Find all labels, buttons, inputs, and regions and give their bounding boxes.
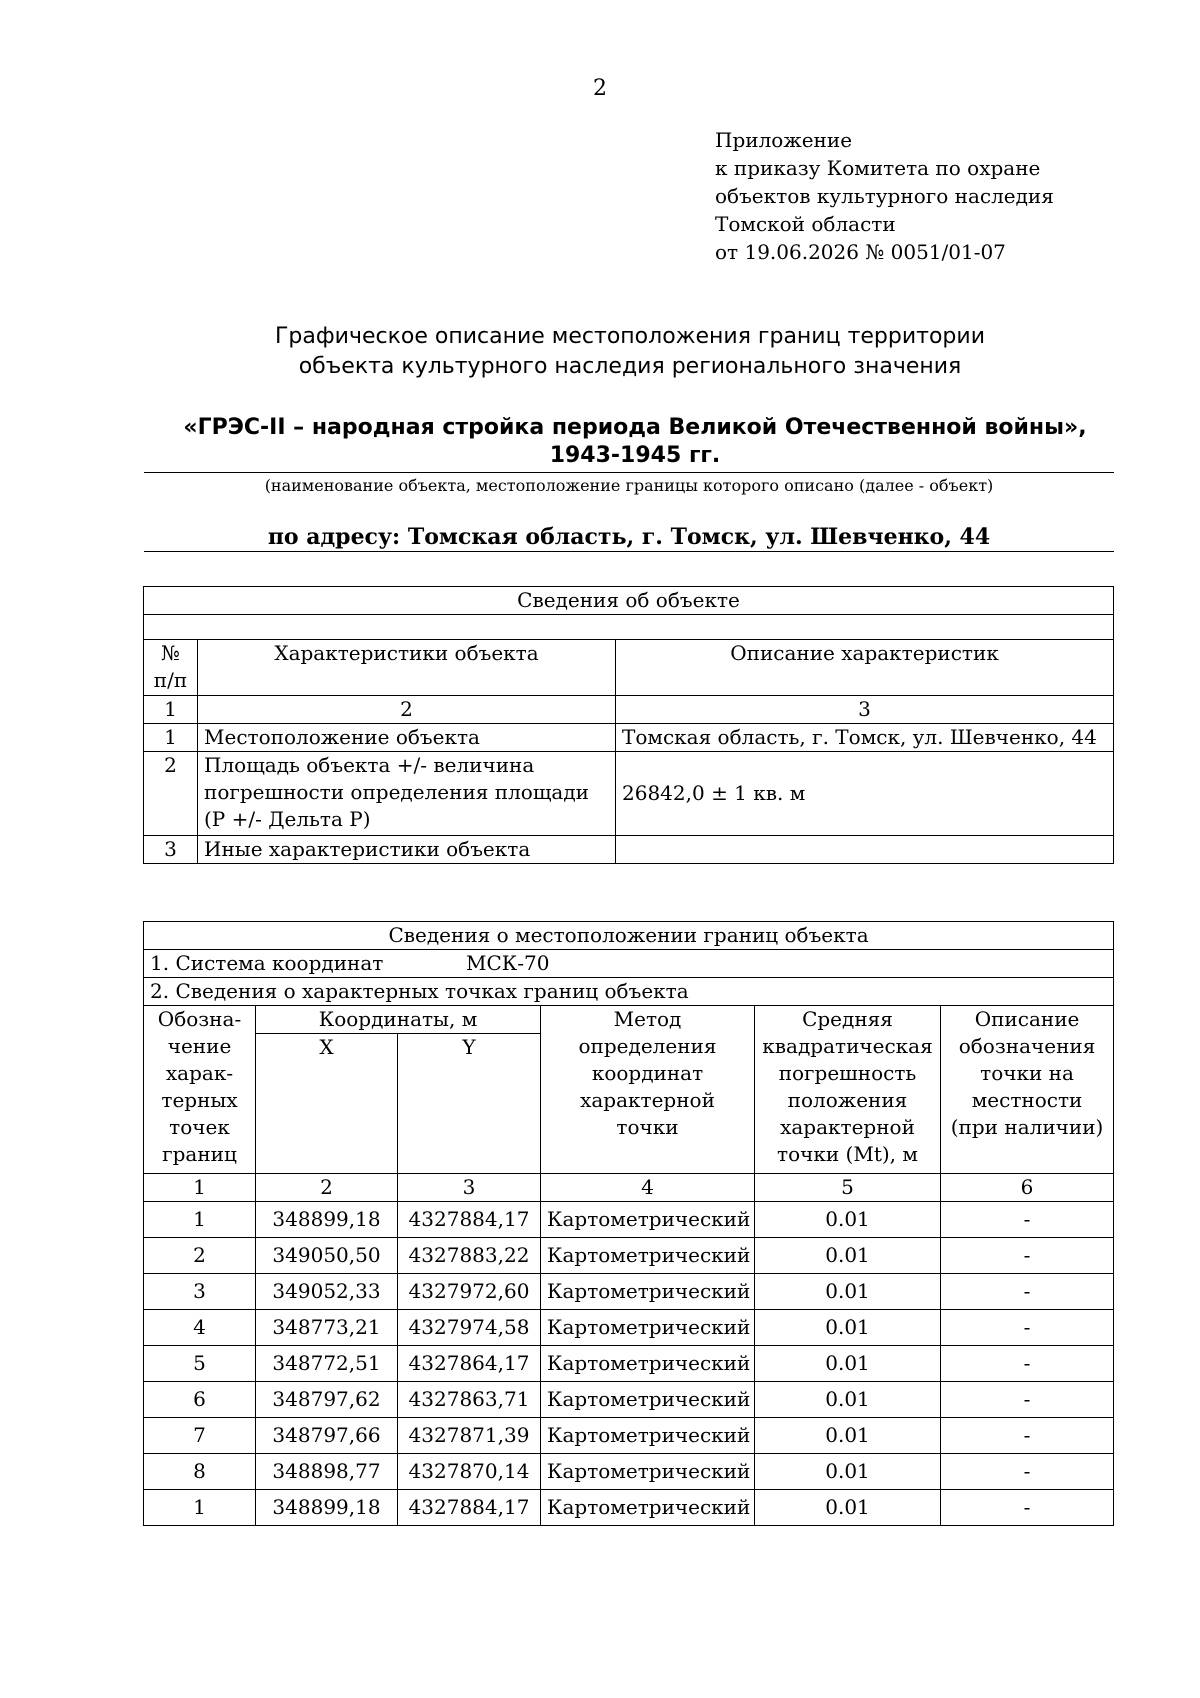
point-designation: 3 bbox=[144, 1274, 256, 1310]
object-name-caption: (наименование объекта, местоположение границы которого описано (далее - объект) bbox=[264, 476, 994, 495]
coordinate-y: 4327871,39 bbox=[398, 1418, 541, 1454]
mean-square-error: 0.01 bbox=[755, 1274, 941, 1310]
table-row bbox=[144, 1202, 1114, 1238]
column-header: Обозна-чение харак-терных точек границ bbox=[144, 1006, 256, 1174]
table-row bbox=[144, 1418, 1114, 1454]
table-row bbox=[144, 1274, 1114, 1310]
table-row bbox=[144, 1310, 1114, 1346]
determination-method: Картометрический bbox=[541, 1310, 755, 1346]
object-info-table bbox=[143, 586, 1114, 864]
point-designation: 8 bbox=[144, 1454, 256, 1490]
points-section-title: 2. Сведения о характерных точках границ объекта bbox=[144, 978, 1114, 1006]
coordinate-y: 4327883,22 bbox=[398, 1238, 541, 1274]
row-number: 3 bbox=[144, 836, 198, 864]
determination-method: Картометрический bbox=[541, 1346, 755, 1382]
point-description: - bbox=[941, 1238, 1114, 1274]
table-row bbox=[144, 1346, 1114, 1382]
object-name-line: «ГРЭС-II – народная стройка периода Великой Отечественной войны», bbox=[183, 415, 1087, 440]
appendix-line: Приложение bbox=[715, 128, 853, 152]
table-title: Сведения о местоположении границ объекта bbox=[144, 922, 1114, 950]
coordinate-x: 348797,66 bbox=[256, 1418, 398, 1454]
point-designation: 1 bbox=[144, 1202, 256, 1238]
column-header: Y bbox=[398, 1034, 541, 1174]
column-header: Метод определения координат характерной точки bbox=[541, 1006, 755, 1174]
mean-square-error: 0.01 bbox=[755, 1490, 941, 1526]
table-row bbox=[144, 1454, 1114, 1490]
coordinate-x: 348898,77 bbox=[256, 1454, 398, 1490]
point-designation: 7 bbox=[144, 1418, 256, 1454]
point-designation: 6 bbox=[144, 1382, 256, 1418]
object-address: по адресу: Томская область, г. Томск, ул. Шевченко, 44 bbox=[267, 524, 991, 550]
determination-method: Картометрический bbox=[541, 1382, 755, 1418]
points-body bbox=[144, 1202, 1114, 1526]
coordinate-x: 348773,21 bbox=[256, 1310, 398, 1346]
divider bbox=[144, 472, 1114, 473]
determination-method: Картометрический bbox=[541, 1202, 755, 1238]
determination-method: Картометрический bbox=[541, 1418, 755, 1454]
appendix-block bbox=[715, 126, 1054, 266]
document-heading bbox=[0, 322, 1200, 382]
page-number: 2 bbox=[593, 76, 607, 101]
heading-line: Графическое описание местоположения границ территории bbox=[274, 324, 985, 349]
characteristic-name: Иные характеристики объекта bbox=[198, 836, 616, 864]
column-number: 3 bbox=[616, 696, 1114, 724]
characteristic-name: Местоположение объекта bbox=[198, 724, 616, 752]
object-name bbox=[150, 414, 1120, 470]
coordinate-x: 348899,18 bbox=[256, 1490, 398, 1526]
coordinate-y: 4327864,17 bbox=[398, 1346, 541, 1382]
coordinate-x: 348797,62 bbox=[256, 1382, 398, 1418]
column-header: Координаты, м bbox=[256, 1006, 541, 1034]
row-number: 2 bbox=[144, 752, 198, 836]
appendix-line: от 19.06.2026 № 0051/01-07 bbox=[715, 240, 1006, 264]
point-description: - bbox=[941, 1202, 1114, 1238]
mean-square-error: 0.01 bbox=[755, 1418, 941, 1454]
point-description: - bbox=[941, 1454, 1114, 1490]
column-header: № п/п bbox=[144, 640, 198, 696]
determination-method: Картометрический bbox=[541, 1238, 755, 1274]
column-number: 1 bbox=[144, 696, 198, 724]
mean-square-error: 0.01 bbox=[755, 1238, 941, 1274]
characteristic-description bbox=[616, 836, 1114, 864]
point-description: - bbox=[941, 1274, 1114, 1310]
point-designation: 1 bbox=[144, 1490, 256, 1526]
point-description: - bbox=[941, 1382, 1114, 1418]
coordinate-y: 4327972,60 bbox=[398, 1274, 541, 1310]
coordinate-y: 4327863,71 bbox=[398, 1382, 541, 1418]
characteristic-description: Томская область, г. Томск, ул. Шевченко, 44 bbox=[616, 724, 1114, 752]
coordinate-y: 4327884,17 bbox=[398, 1490, 541, 1526]
boundary-points-table bbox=[143, 921, 1114, 1526]
coordinate-y: 4327870,14 bbox=[398, 1454, 541, 1490]
column-number: 2 bbox=[256, 1174, 398, 1202]
column-header: Средняя квадратическая погрешность положения характерной точки (Mt), м bbox=[755, 1006, 941, 1174]
mean-square-error: 0.01 bbox=[755, 1202, 941, 1238]
appendix-line: Томской области bbox=[715, 212, 896, 236]
appendix-line: объектов культурного наследия bbox=[715, 184, 1054, 208]
column-header: Описание характеристик bbox=[616, 640, 1114, 696]
characteristic-name: Площадь объекта +/- величина погрешности определения площади (P +/- Дельта P) bbox=[198, 752, 616, 836]
mean-square-error: 0.01 bbox=[755, 1310, 941, 1346]
characteristic-description: 26842,0 ± 1 кв. м bbox=[616, 752, 1114, 836]
coordinate-system-value: МСК-70 bbox=[466, 951, 550, 975]
mean-square-error: 0.01 bbox=[755, 1382, 941, 1418]
coordinate-y: 4327884,17 bbox=[398, 1202, 541, 1238]
empty-row bbox=[144, 615, 1114, 640]
table-row bbox=[144, 1238, 1114, 1274]
point-designation: 4 bbox=[144, 1310, 256, 1346]
determination-method: Картометрический bbox=[541, 1274, 755, 1310]
point-description: - bbox=[941, 1346, 1114, 1382]
heading-line: объекта культурного наследия регионального значения bbox=[298, 354, 962, 379]
divider bbox=[144, 551, 1114, 552]
column-number: 2 bbox=[198, 696, 616, 724]
column-number: 6 bbox=[941, 1174, 1114, 1202]
column-number: 1 bbox=[144, 1174, 256, 1202]
column-header: Характеристики объекта bbox=[198, 640, 616, 696]
appendix-line: к приказу Комитета по охране bbox=[715, 156, 1041, 180]
table-title: Сведения об объекте bbox=[144, 587, 1114, 615]
point-designation: 2 bbox=[144, 1238, 256, 1274]
coordinate-x: 349050,50 bbox=[256, 1238, 398, 1274]
coordinate-system-row bbox=[144, 950, 1114, 978]
determination-method: Картометрический bbox=[541, 1490, 755, 1526]
point-description: - bbox=[941, 1418, 1114, 1454]
column-header: X bbox=[256, 1034, 398, 1174]
coordinate-x: 349052,33 bbox=[256, 1274, 398, 1310]
column-number: 5 bbox=[755, 1174, 941, 1202]
coordinate-system-label: 1. Система координат bbox=[150, 951, 384, 975]
point-description: - bbox=[941, 1310, 1114, 1346]
table-row bbox=[144, 1382, 1114, 1418]
object-name-line: 1943-1945 гг. bbox=[549, 443, 721, 468]
column-number: 4 bbox=[541, 1174, 755, 1202]
point-description: - bbox=[941, 1490, 1114, 1526]
coordinate-x: 348772,51 bbox=[256, 1346, 398, 1382]
mean-square-error: 0.01 bbox=[755, 1346, 941, 1382]
table-row bbox=[144, 1490, 1114, 1526]
coordinate-y: 4327974,58 bbox=[398, 1310, 541, 1346]
determination-method: Картометрический bbox=[541, 1454, 755, 1490]
point-designation: 5 bbox=[144, 1346, 256, 1382]
row-number: 1 bbox=[144, 724, 198, 752]
column-header: Описание обозначения точки на местности (при наличии) bbox=[941, 1006, 1114, 1174]
coordinate-x: 348899,18 bbox=[256, 1202, 398, 1238]
mean-square-error: 0.01 bbox=[755, 1454, 941, 1490]
column-number: 3 bbox=[398, 1174, 541, 1202]
